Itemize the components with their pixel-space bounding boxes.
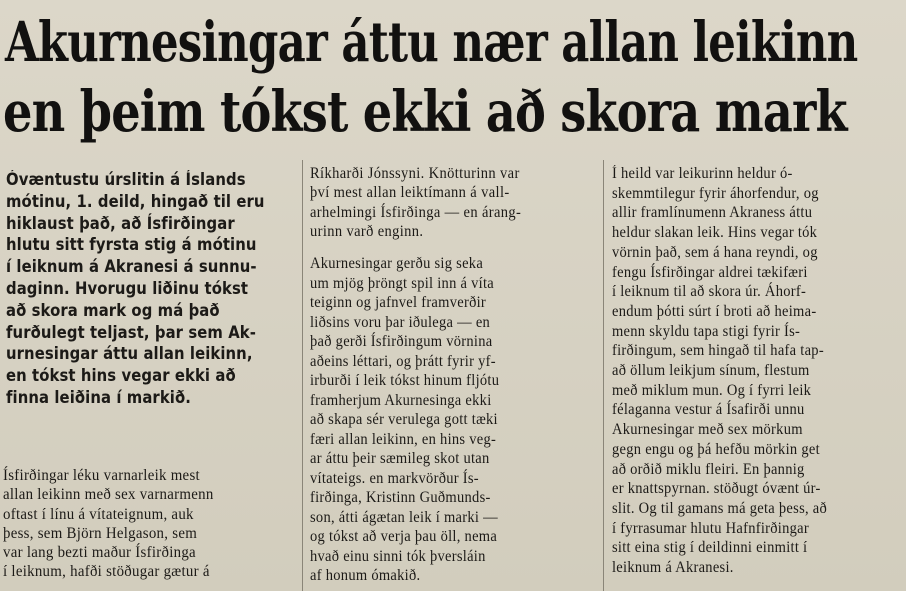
column-2-paragraph-1: Ríkharði Jónssyni. Knötturinn var því mest allan leiktímann á vall- arhelmingi Ísfirðinga — en árang- urinn varð enginn. bbox=[310, 165, 522, 240]
headline-line-2: en þeim tókst ekki að skora mark bbox=[3, 79, 847, 145]
lead-paragraph: Óvæntustu úrslitin á Íslands mótinu, 1. deild, hingað til eru hiklaust það, að Ísfirðingar hlutu sitt fyrsta stig á mótinu í leiknum á Akranesi á sunnu- daginn. Hvorugu liðinu tókst að skora mark og má það furðulegt teljast, þar sem Ak- urnesingar áttu allan leikinn, en tókst hins vegar ekki að finna leiðina í markið. bbox=[6, 170, 265, 407]
column-3-paragraph: Í heild var leikurinn heldur ó- skemmtilegur fyrir áhorfendur, og allir framlínumenn Akraness áttu heldur slakan leik. Hins vegar tók vörnin það, sem á hana reyndi, og fengu Ísfirðingar aldrei tækifæri í leiknum til að skora úr. Áhorf- endum þótti súrt í broti að heima- menn skyldu tapa stigi fyrir Ís- firðingum, sem hingað til hafa tap- að öllum leikjum sínum, flestum með miklum mun. Og í fyrri leik félaganna vestur á Ísafirði unnu Akurnesingar með sex mörkum gegn engu og þá hefðu mörkin get að orðið miklu fleiri. En þannig er knattspyrnan. stöðugt óvænt úr- slit. Og til gamans má geta þess, að í fyrrasumar hlutu Hafnfirðingar sitt eina stig í deildinni einmitt í leiknum á Akranesi. bbox=[612, 165, 828, 577]
column-2-paragraph-2: Akurnesingar gerðu sig seka um mjög þröngt spil inn á víta teiginn og jafnvel framverðir liðsins voru þar iðulega — en það gerði Ísfirðingum vörnina aðeins léttari, og þrátt fyrir yf- irburði í leik tókst hinum fljótu framherjum Akurnesinga ekki að skapa sér verulega gott tæki færi allan leikinn, en hins veg- ar áttu þeir sæmileg skot utan vítateigs. en markvörður Ís- firðinga, Kristinn Guðmunds- son, átti ágætan leik í marki — og tókst að verja þau öll, nema hvað einu sinni tók þversláin af honum ómakið. bbox=[310, 255, 500, 584]
headline-line-1: Akurnesingar áttu nær allan leikinn bbox=[5, 9, 858, 74]
body-paragraph-1: Ísfirðingar léku varnarleik mest allan leikinn með sex varnarmenn oftast í línu á vítateignum, auk þess, sem Björn Helgason, sem var lang bezti maður Ísfirðinga í leiknum, hafði stöðugar gætur á bbox=[3, 467, 214, 581]
